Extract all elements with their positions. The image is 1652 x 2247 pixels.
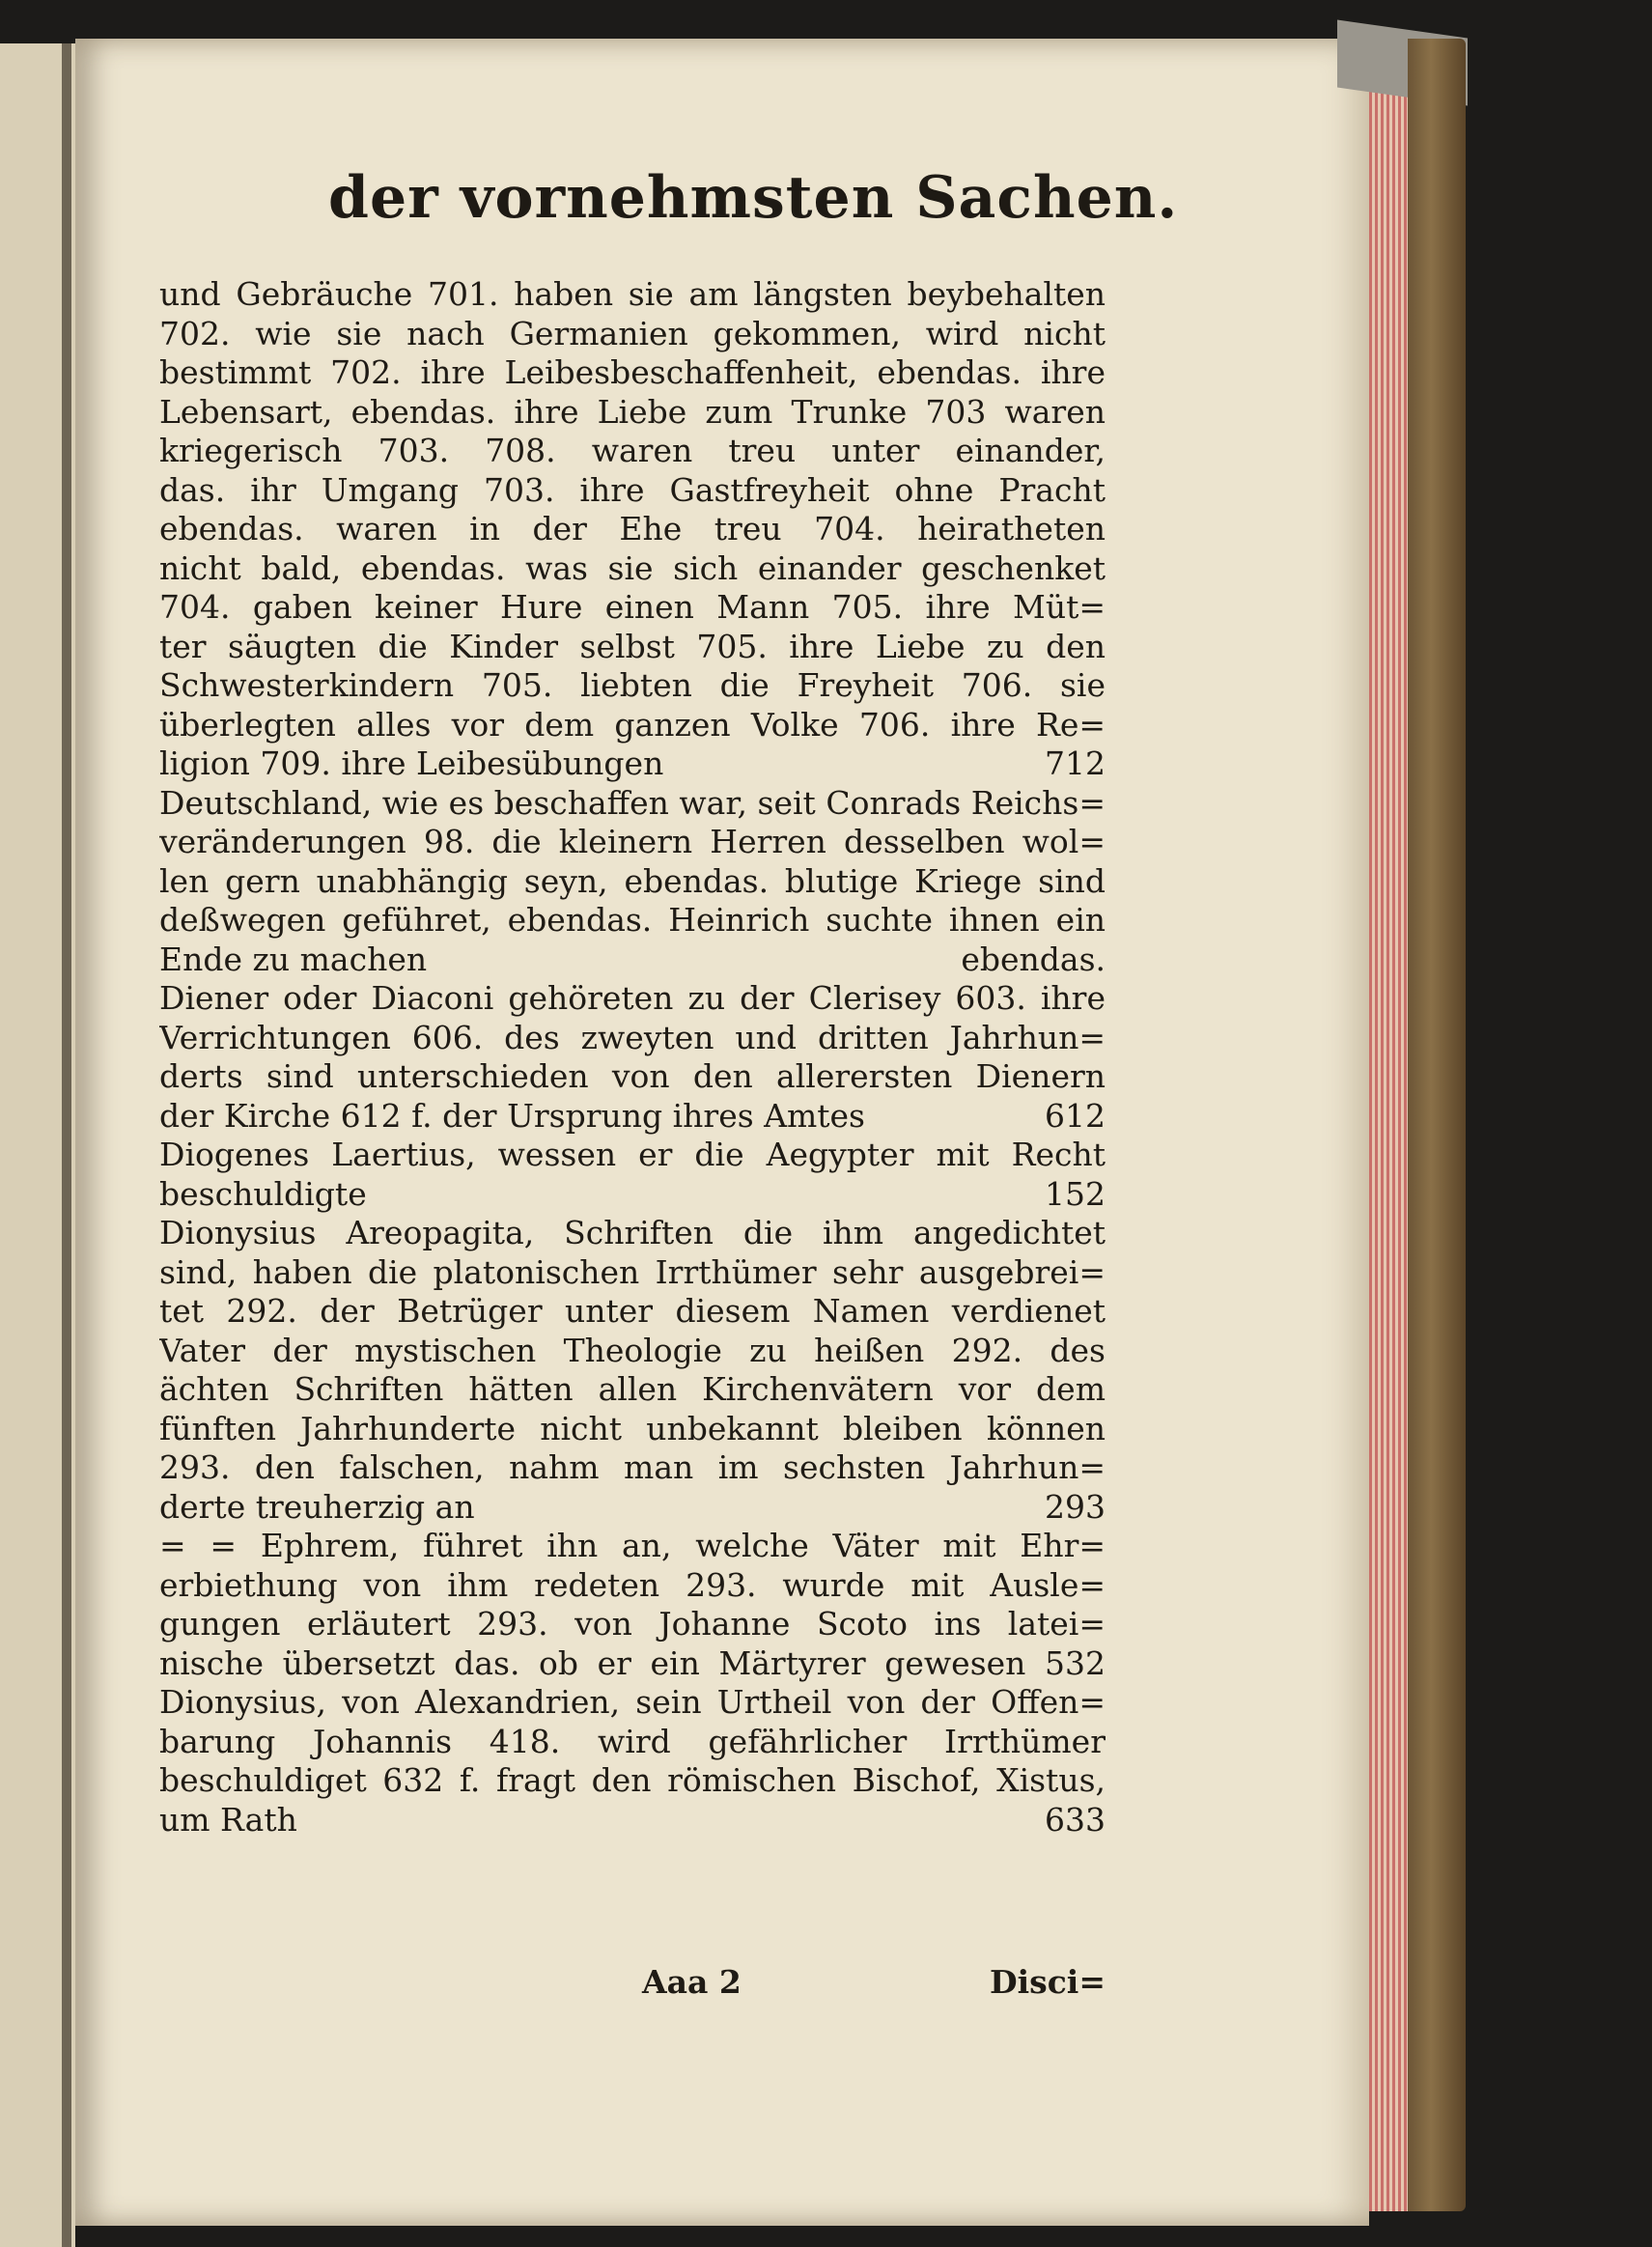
index-line-text: 293. den falschen, nahm man im sechsten Jahrhun= xyxy=(159,1448,1106,1486)
index-line xyxy=(159,1488,1106,1528)
page-reference: 712 xyxy=(1045,744,1106,782)
index-line xyxy=(159,1723,1106,1762)
index-line-text: der Kirche 612 f. der Ursprung ihres Amtes xyxy=(159,1096,865,1135)
index-line xyxy=(159,1019,1106,1058)
index-line-text: das. ihr Umgang 703. ihre Gastfreyheit ohne Pracht xyxy=(159,470,1106,509)
index-line xyxy=(159,1566,1106,1606)
index-line-text: Lebensart, ebendas. ihre Liebe zum Trunke 703 waren xyxy=(159,392,1106,431)
page-footer xyxy=(159,1963,1106,2002)
index-line-text: len gern unabhängig seyn, ebendas. blutige Kriege sind xyxy=(159,861,1106,900)
index-line xyxy=(159,706,1106,745)
page-reference: ebendas. xyxy=(961,940,1106,978)
index-line xyxy=(159,510,1106,549)
index-line-text: beschuldiget 632 f. fragt den römischen Bischof, Xistus, xyxy=(159,1761,1106,1799)
index-line xyxy=(159,862,1106,902)
index-line-text: fünften Jahrhunderte nicht unbekannt bleiben können xyxy=(159,1409,1106,1447)
index-line-text: deßwegen geführet, ebendas. Heinrich suchte ihnen ein xyxy=(159,901,1106,939)
index-line xyxy=(159,1410,1106,1449)
index-line xyxy=(159,901,1106,941)
book-gutter xyxy=(62,43,71,2247)
catchword: Disci= xyxy=(989,1963,1106,2001)
index-line xyxy=(159,784,1106,824)
index-line-text: überlegten alles vor dem ganzen Volke 706. ihre Re= xyxy=(159,705,1106,744)
book-cover xyxy=(1408,39,1466,2211)
page-edges xyxy=(1369,48,1408,2211)
index-line xyxy=(159,979,1106,1019)
index-line xyxy=(159,628,1106,667)
index-line xyxy=(159,432,1106,471)
index-line-text: ächten Schriften hätten allen Kirchenvätern vor dem xyxy=(159,1370,1106,1408)
index-text xyxy=(159,275,1106,1840)
index-line-text: Diogenes Laertius, wessen er die Aegypter mit Recht xyxy=(159,1136,1106,1173)
index-line-text: beschuldigte xyxy=(159,1174,367,1213)
index-line-text: Verrichtungen 606. des zweyten und dritten Jahrhun= xyxy=(159,1018,1106,1056)
index-line-text: nische übersetzt das. ob er ein Märtyrer gewesen 532 xyxy=(159,1643,1106,1682)
index-line xyxy=(159,1370,1106,1410)
index-line-text: Ende zu machen xyxy=(159,940,428,978)
page-reference: 633 xyxy=(1045,1800,1106,1839)
index-line xyxy=(159,1801,1106,1840)
index-line xyxy=(159,744,1106,784)
index-line xyxy=(159,1527,1106,1566)
index-line-text: derte treuherzig an xyxy=(159,1487,475,1526)
index-line-text: Dionysius, von Alexandrien, sein Urtheil von der Offen= xyxy=(159,1683,1106,1721)
index-line-text: und Gebräuche 701. haben sie am längsten beybehalten xyxy=(159,275,1106,313)
page-reference: 293 xyxy=(1045,1487,1106,1526)
index-line-text: = = Ephrem, führet ihn an, welche Väter mit Ehr= xyxy=(159,1527,1106,1564)
index-line xyxy=(159,1214,1106,1253)
index-line xyxy=(159,471,1106,511)
index-line-text: Schwesterkindern 705. liebten die Freyheit 706. sie xyxy=(159,666,1106,704)
index-line xyxy=(159,823,1106,862)
index-line xyxy=(159,1332,1106,1371)
index-line-text: ebendas. waren in der Ehe treu 704. heiratheten xyxy=(159,510,1106,548)
index-line-text: bestimmt 702. ihre Leibesbeschaffenheit, ebendas. ihre xyxy=(159,353,1106,391)
page-reference: 152 xyxy=(1045,1174,1106,1213)
index-line-text: kriegerisch 703. 708. waren treu unter einander, xyxy=(159,432,1106,469)
index-line-text: Diener oder Diaconi gehöreten zu der Clerisey 603. ihre xyxy=(159,979,1106,1017)
index-line xyxy=(159,549,1106,589)
index-line-text: Vater der mystischen Theologie zu heißen 292. des xyxy=(159,1331,1106,1369)
index-line xyxy=(159,666,1106,706)
index-line xyxy=(159,1761,1106,1801)
index-line xyxy=(159,941,1106,980)
index-line xyxy=(159,1644,1106,1684)
index-line-text: ligion 709. ihre Leibesübungen xyxy=(159,744,664,782)
index-line xyxy=(159,1448,1106,1488)
index-line xyxy=(159,353,1106,393)
index-line xyxy=(159,1253,1106,1293)
index-line-text: gungen erläutert 293. von Johanne Scoto ins latei= xyxy=(159,1605,1106,1643)
index-line xyxy=(159,1683,1106,1723)
index-line xyxy=(159,275,1106,315)
index-line xyxy=(159,1136,1106,1175)
index-line-text: 702. wie sie nach Germanien gekommen, wird nicht xyxy=(159,314,1106,352)
index-line-text: sind, haben die platonischen Irrthümer sehr ausgebrei= xyxy=(159,1252,1106,1291)
index-line xyxy=(159,1292,1106,1332)
index-line xyxy=(159,393,1106,433)
index-line-text: 704. gaben keiner Hure einen Mann 705. ihre Müt= xyxy=(159,588,1106,626)
index-line xyxy=(159,1605,1106,1644)
index-line-text: erbiethung von ihm redeten 293. wurde mit Ausle= xyxy=(159,1565,1106,1604)
index-line-text: Dionysius Areopagita, Schriften die ihm angedichtet xyxy=(159,1214,1106,1251)
index-line-text: tet 292. der Betrüger unter diesem Namen verdienet xyxy=(159,1292,1106,1330)
index-line-text: derts sind unterschieden von den allerersten Dienern xyxy=(159,1057,1106,1095)
index-line-text: veränderungen 98. die kleinern Herren desselben wol= xyxy=(159,823,1106,860)
index-line-text: nicht bald, ebendas. was sie sich einander geschenket xyxy=(159,548,1106,587)
page-reference: 612 xyxy=(1045,1096,1106,1135)
index-line-text: ter säugten die Kinder selbst 705. ihre Liebe zu den xyxy=(159,627,1106,665)
index-line xyxy=(159,1175,1106,1215)
index-line xyxy=(159,315,1106,354)
index-line xyxy=(159,1097,1106,1137)
page-heading: der vornehmsten Sachen. xyxy=(328,164,1179,232)
index-line xyxy=(159,1057,1106,1097)
index-line xyxy=(159,588,1106,628)
index-line-text: barung Johannis 418. wird gefährlicher Irrthümer xyxy=(159,1722,1106,1760)
index-line-text: Deutschland, wie es beschaffen war, seit Conrads Reichs= xyxy=(159,783,1106,822)
signature-mark: Aaa 2 xyxy=(642,1963,742,2001)
index-line-text: um Rath xyxy=(159,1800,297,1839)
